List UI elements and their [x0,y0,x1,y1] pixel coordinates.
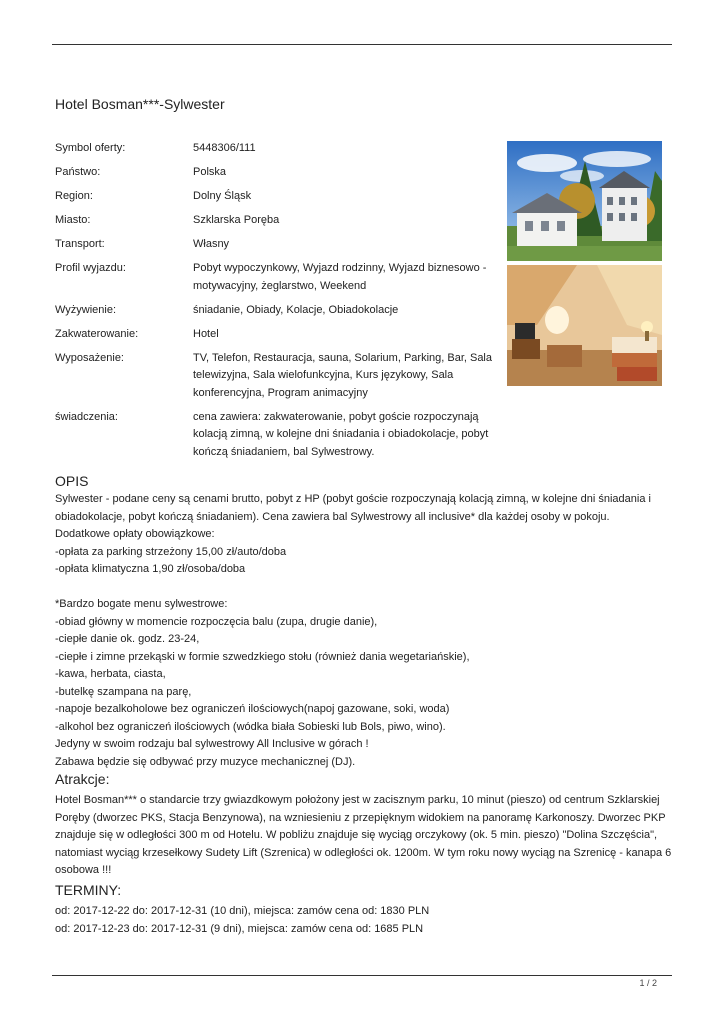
info-value-line: cena zawiera: zakwaterowanie, pobyt goście rozpoczynają [193,410,479,423]
info-value-line: telewizyjna, Sala wielofunkcyjna, Kurs językowy, Sala [193,369,454,381]
bottom-rule [52,975,672,976]
info-value [193,164,505,182]
info-label: Profil wyjazdu: [55,262,126,274]
terminy-line: od: 2017-12-22 do: 2017-12-31 (10 dni), miejsca: zamów cena od: 1830 PLN [55,905,430,917]
opis-line: -opłata za parking strzeżony 15,00 zł/auto/doba [55,545,287,558]
info-value-line: Własny [193,238,230,250]
info-label: Transport: [55,238,105,250]
info-label: Miasto: [55,214,91,226]
info-label: Symbol oferty: [55,142,126,154]
info-value [193,212,505,230]
info-row [55,326,505,344]
hotel-room-photo [507,265,662,386]
atrakcje-line: natomiast wyciąg krzesełkowy Sudety Lift (Szrenica) w odległości ok. 1200m. W tym roku nowy wyciąg na Szrenicę - kanapa 6 [55,846,672,859]
opis-line: -butelkę szampana na parę, [55,685,192,698]
info-label: Wyżywienie: [55,303,117,316]
opis-line: -kawa, herbata, ciasta, [55,668,166,680]
hotel-room-image [507,265,662,386]
opis-line: Jedyny w swoim rodzaju bal sylwestrowy All Inclusive w górach ! [55,738,369,750]
opis-line: Zabawa będzie się odbywać przy muzyce mechanicznej (DJ). [55,755,356,768]
info-row [55,140,505,158]
info-value [193,188,505,206]
info-row [55,188,505,206]
terminy-body [55,903,673,938]
opis-line: Dodatkowe opłaty obowiązkowe: [55,528,215,540]
info-value-line: kończą śniadaniem, bal Sylwestrowy. [193,445,375,458]
info-value-line: 5448306/111 [193,142,256,154]
hotel-exterior-image [507,141,662,261]
info-label: Wyposażenie: [55,351,124,364]
top-rule [52,44,672,45]
info-value [193,302,505,320]
info-row [55,164,505,182]
opis-line [55,579,673,597]
info-row [55,260,505,295]
atrakcje-line: osobowa !!! [55,864,112,876]
atrakcje-body [55,792,673,880]
info-value-line: Szklarska Poręba [193,214,280,226]
opis-line: -napoje bezalkoholowe bez ograniczeń ilościowych(napoj gazowane, soki, woda) [55,703,450,715]
info-value-line: Pobyt wypoczynkowy, Wyjazd rodzinny, Wyjazd biznesowo - [193,262,487,274]
page-number: 1 / 2 [639,978,657,988]
info-value [193,140,505,158]
opis-line: Sylwester - podane ceny są cenami brutto, pobyt z HP (pobyt goście rozpoczynają kolacją zimną, w kolejne dni śniadania i [55,493,651,505]
info-value-line: kolacją zimną, w kolejne dni śniadania i obiadokolacje, pobyt [193,428,489,440]
info-value [193,260,505,295]
atrakcje-line: znajduje się w odległości 300 m od Hotelu. W pobliżu znajduje się wyciąg orczykowy (ok. 5 min. pieszo) "Dolina Szczęścia", [55,829,658,841]
info-label: Zakwaterowanie: [55,327,139,340]
hotel-exterior-photo [507,141,662,261]
page-title: Hotel Bosman***-Sylwester [55,96,225,112]
info-value-line: Polska [193,166,227,178]
info-row [55,409,505,462]
info-value-line: śniadanie, Obiady, Kolacje, Obiadokolacje [193,303,399,316]
opis-line: -opłata klimatyczna 1,90 zł/osoba/doba [55,563,246,575]
opis-line: -obiad główny w momencie rozpoczęcia balu (zupa, drugie danie), [55,615,378,628]
info-value-line: TV, Telefon, Restauracja, sauna, Solarium, Parking, Bar, Sala [193,351,492,364]
info-value-line: konferencyjna, Program animacyjny [193,386,368,399]
info-value [193,236,505,254]
info-value [193,326,505,344]
info-value [193,409,505,462]
info-row [55,236,505,254]
opis-line: -ciepłe i zimne przekąski w formie szwedzkiego stołu (również dania wegetariańskie), [55,650,470,663]
info-label: świadczenia: [55,410,118,423]
info-row [55,302,505,320]
opis-heading: OPIS [55,473,89,489]
atrakcje-line: Hotel Bosman*** o standarcie trzy gwiazdkowym położony jest w zacisznym parku, 10 minut (pieszo) od centrum Szklarskiej [55,794,660,806]
info-label: Region: [55,190,93,202]
offer-info-table [55,140,505,468]
info-value-line: Hotel [193,327,219,340]
info-row [55,350,505,403]
opis-body [55,491,673,771]
opis-line: *Bardzo bogate menu sylwestrowe: [55,598,228,610]
opis-line: obiadokolacje, pobyt kończą śniadaniem). Cena zawiera bal Sylwestrowy all inclusive* dla każdej osoby w pokoju. [55,510,610,523]
info-row [55,212,505,230]
terminy-heading: TERMINY: [55,882,122,898]
info-value [193,350,505,403]
info-value-line: motywacyjny, żeglarstwo, Weekend [193,279,367,292]
opis-line: -alkohol bez ograniczeń ilościowych (wódka biała Sobieski lub Bols, piwo, wino). [55,720,446,733]
atrakcje-line: Poręby (dworzec PKS, Stacja Benzynowa), na wzniesieniu z przepięknym widokiem na panoramę Karkonoszy. Dworzec PKP [55,811,666,824]
terminy-line: od: 2017-12-23 do: 2017-12-31 (9 dni), miejsca: zamów cena od: 1685 PLN [55,922,424,935]
opis-line: -ciepłe danie ok. godz. 23-24, [55,633,200,645]
info-value-line: Dolny Śląsk [193,190,252,202]
info-label: Państwo: [55,166,101,178]
atrakcje-heading: Atrakcje: [55,771,110,787]
